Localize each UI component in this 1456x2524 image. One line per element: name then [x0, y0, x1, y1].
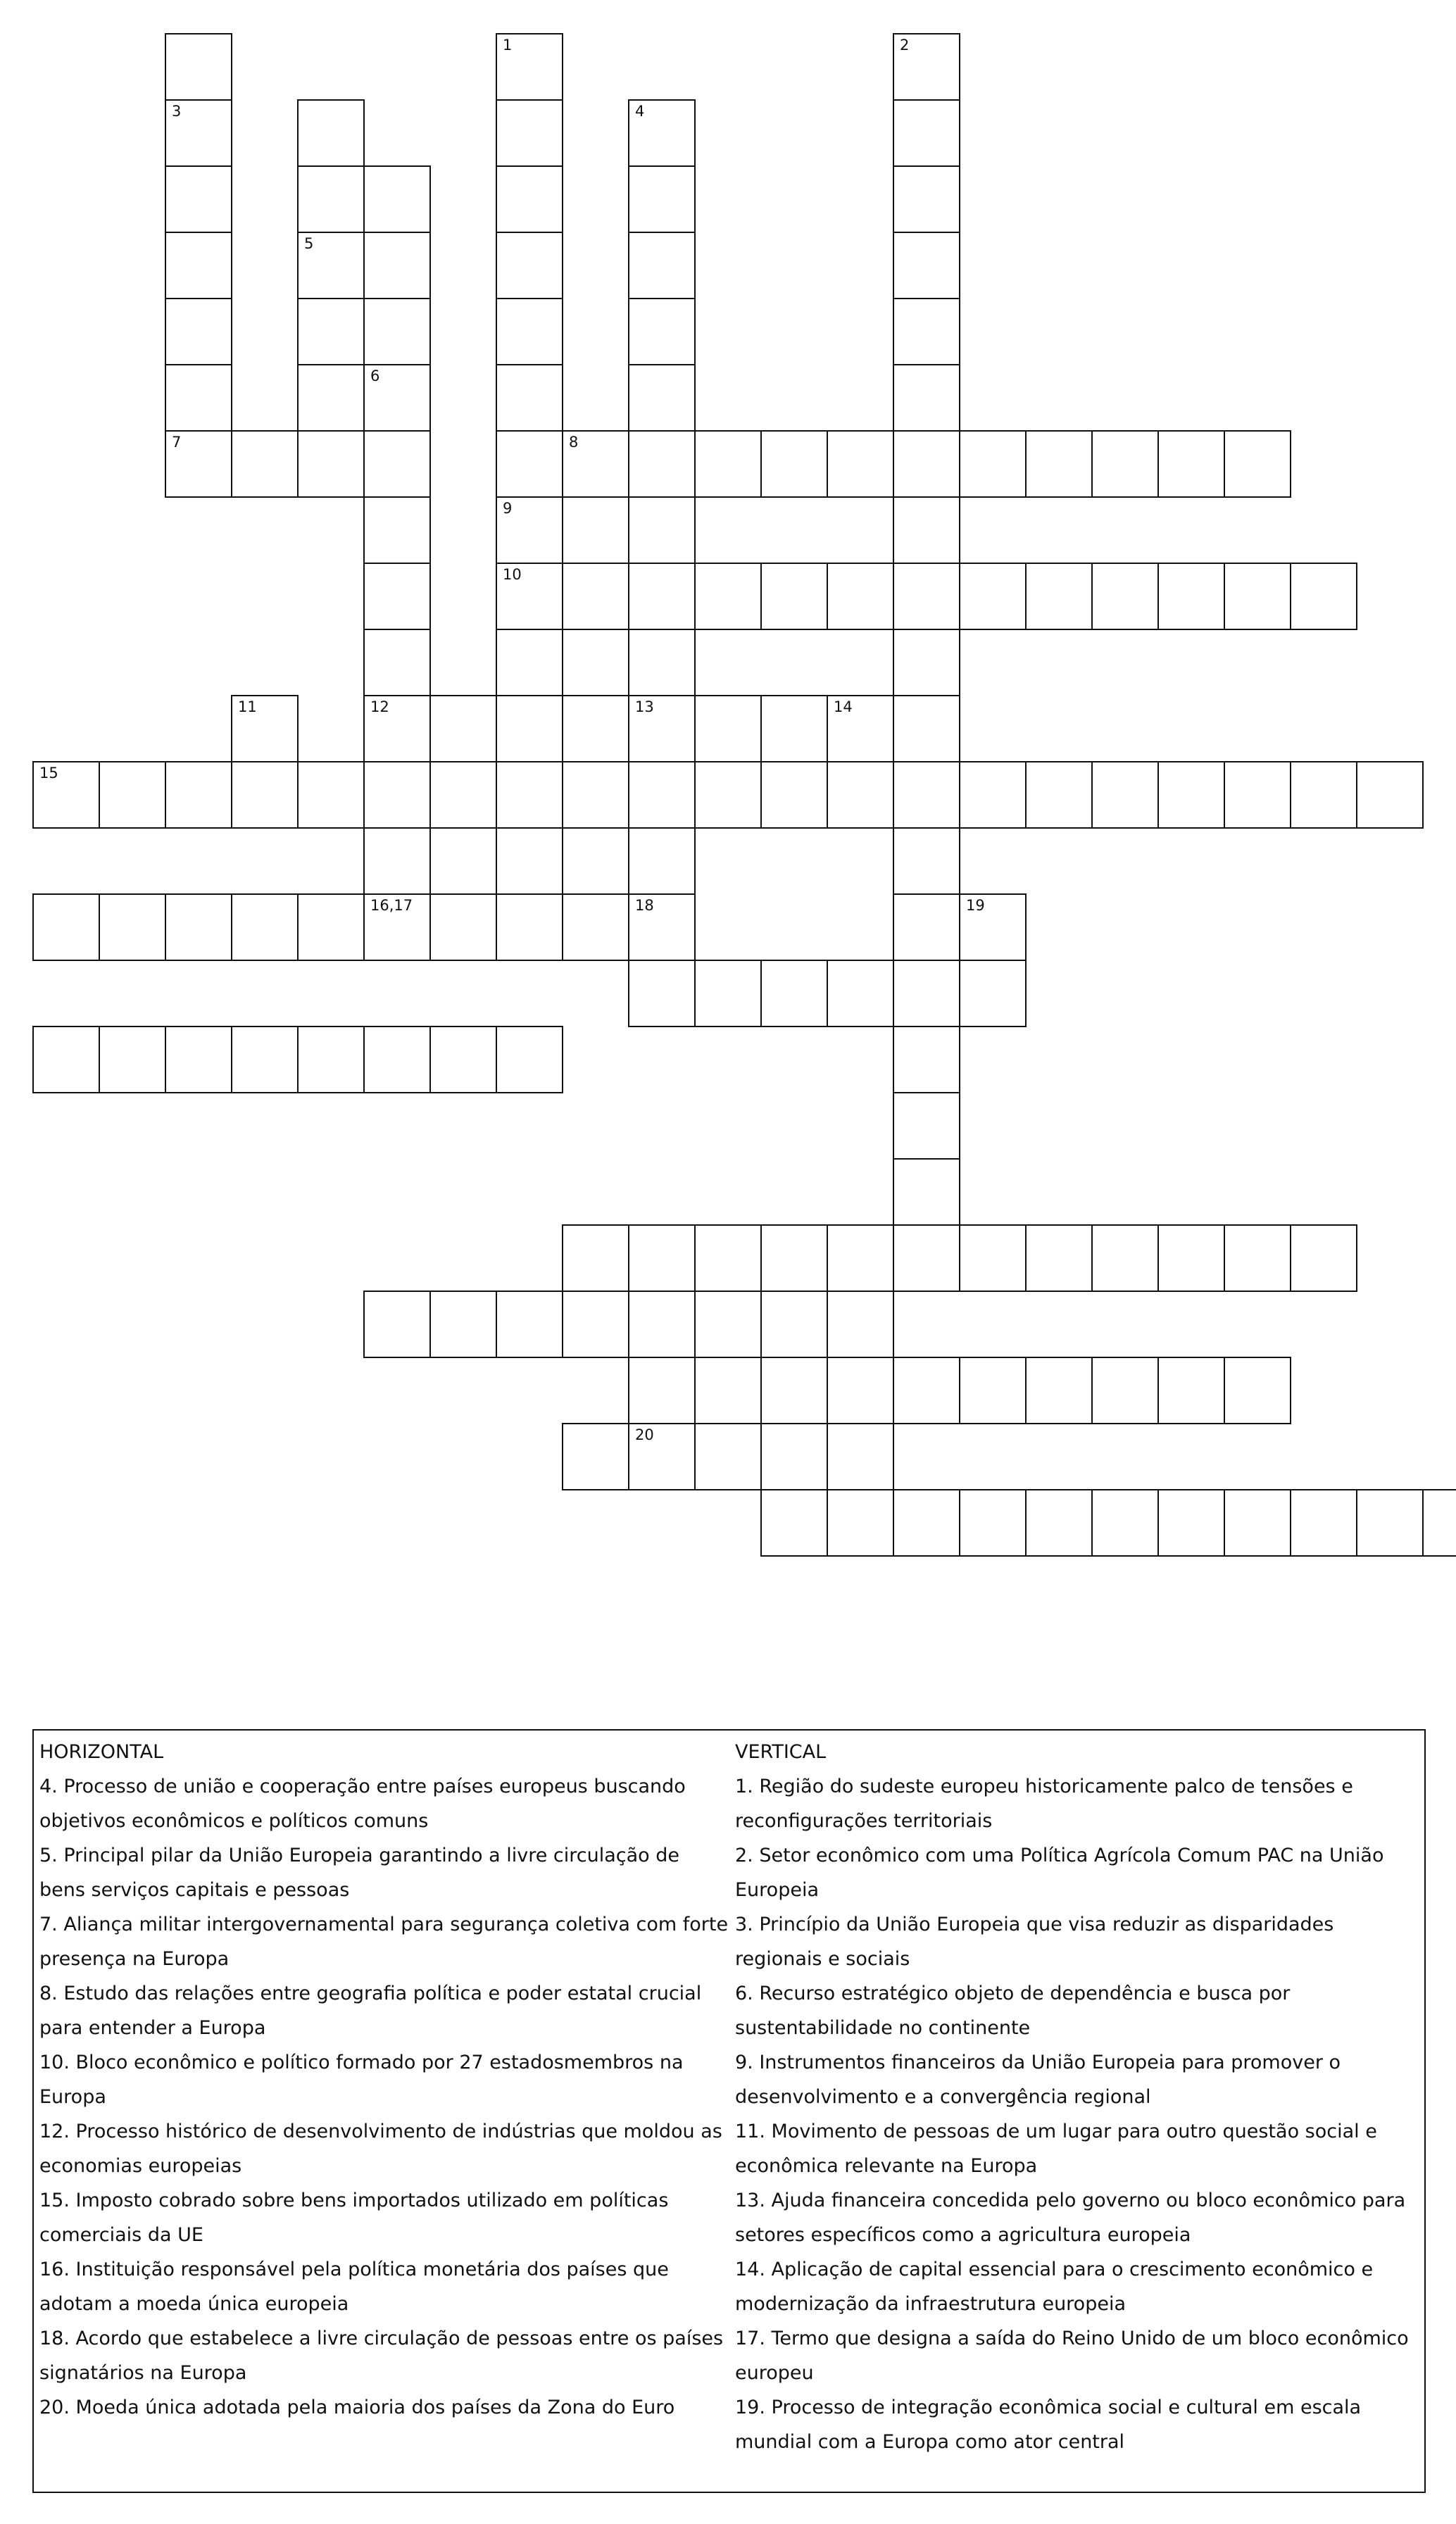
clue-h20: 20. Moeda única adotada pela maioria dos países da Zona do Euro	[39, 2397, 675, 2418]
grid-cell[interactable]	[429, 893, 497, 961]
grid-cell[interactable]	[1356, 761, 1424, 829]
grid-cell[interactable]	[1157, 430, 1225, 498]
grid-cell[interactable]	[827, 1224, 894, 1292]
vertical-heading: VERTICAL	[735, 1741, 827, 1763]
grid-cell[interactable]	[562, 430, 629, 498]
grid-cell[interactable]	[694, 960, 762, 1027]
grid-cell[interactable]	[760, 1357, 828, 1424]
grid-cell[interactable]	[628, 1423, 696, 1490]
grid-cell[interactable]	[760, 1423, 828, 1490]
clues-box	[32, 1729, 1426, 2493]
clue-number: 20	[635, 1426, 654, 1443]
grid-cell[interactable]	[1025, 1489, 1093, 1557]
grid-cell[interactable]	[893, 430, 960, 498]
grid-cell[interactable]	[1091, 761, 1159, 829]
grid-cell[interactable]	[959, 1224, 1027, 1292]
grid-cell[interactable]	[827, 1291, 894, 1358]
grid-cell[interactable]	[959, 1489, 1027, 1557]
grid-cell[interactable]	[297, 165, 365, 233]
grid-cell[interactable]	[363, 1026, 431, 1093]
grid-cell[interactable]	[893, 893, 960, 961]
grid-cell[interactable]	[893, 1026, 960, 1093]
grid-cell[interactable]	[1025, 1357, 1093, 1424]
grid-cell[interactable]	[628, 893, 696, 961]
grid-cell[interactable]	[496, 364, 563, 432]
clue-number: 7	[172, 434, 182, 451]
clue-number: 15	[39, 765, 58, 781]
grid-cell[interactable]	[363, 298, 431, 365]
grid-cell[interactable]	[694, 1423, 762, 1490]
clue-v6: 6. Recurso estratégico objeto de dependência e busca por sustentabilidade no continente	[735, 1983, 1291, 2039]
grid-cell[interactable]	[959, 563, 1027, 630]
grid-cell[interactable]	[760, 563, 828, 630]
grid-cell[interactable]	[959, 893, 1027, 961]
horizontal-clues	[39, 1735, 729, 2425]
grid-cell[interactable]	[893, 298, 960, 365]
grid-cell[interactable]	[1091, 1224, 1159, 1292]
grid-cell[interactable]	[694, 761, 762, 829]
clue-h7: 7. Aliança militar intergovernamental para segurança coletiva com forte presença na Europa	[39, 1914, 729, 1970]
grid-cell[interactable]	[165, 761, 232, 829]
grid-cell[interactable]	[562, 1224, 629, 1292]
vertical-clues	[735, 1735, 1422, 2459]
grid-cell[interactable]	[628, 1291, 696, 1358]
grid-cell[interactable]	[628, 298, 696, 365]
grid-cell[interactable]	[893, 1092, 960, 1160]
grid-cell[interactable]	[1224, 761, 1291, 829]
grid-cell[interactable]	[297, 430, 365, 498]
grid-cell[interactable]	[893, 232, 960, 299]
grid-cell[interactable]	[628, 761, 696, 829]
clue-v9: 9. Instrumentos financeiros da União Europeia para promover o desenvolvimento e a convergência regional	[735, 2052, 1341, 2108]
grid-cell[interactable]	[694, 563, 762, 630]
clue-number: 13	[635, 698, 654, 715]
grid-cell[interactable]	[628, 563, 696, 630]
grid-cell[interactable]	[827, 1423, 894, 1490]
grid-cell[interactable]	[1025, 430, 1093, 498]
grid-cell[interactable]	[827, 960, 894, 1027]
clue-v17: 17. Termo que designa a saída do Reino Unido de um bloco econômico europeu	[735, 2328, 1409, 2384]
grid-cell[interactable]	[827, 430, 894, 498]
grid-cell[interactable]	[99, 1026, 166, 1093]
grid-cell[interactable]	[1356, 1489, 1424, 1557]
grid-cell[interactable]	[959, 430, 1027, 498]
grid-cell[interactable]	[496, 430, 563, 498]
grid-cell[interactable]	[496, 761, 563, 829]
clue-h5: 5. Principal pilar da União Europeia garantindo a livre circulação de bens serviços capitais e pessoas	[39, 1845, 680, 1901]
grid-cell[interactable]	[893, 1357, 960, 1424]
clue-v11: 11. Movimento de pessoas de um lugar para outro questão social e econômica relevante na Europa	[735, 2121, 1377, 2177]
grid-cell[interactable]	[893, 695, 960, 762]
grid-cell[interactable]	[363, 364, 431, 432]
grid-cell[interactable]	[562, 893, 629, 961]
grid-cell[interactable]	[628, 496, 696, 564]
grid-cell[interactable]	[893, 99, 960, 167]
grid-cell[interactable]	[496, 298, 563, 365]
grid-cell[interactable]	[760, 1489, 828, 1557]
grid-cell[interactable]	[429, 761, 497, 829]
grid-cell[interactable]	[363, 563, 431, 630]
grid-cell[interactable]	[628, 1224, 696, 1292]
grid-cell[interactable]	[893, 761, 960, 829]
grid-cell[interactable]	[562, 1423, 629, 1490]
grid-cell[interactable]	[1290, 563, 1357, 630]
grid-cell[interactable]	[363, 695, 431, 762]
grid-cell[interactable]	[893, 496, 960, 564]
grid-cell[interactable]	[760, 1291, 828, 1358]
clue-h8: 8. Estudo das relações entre geografia política e poder estatal crucial para entender a Europa	[39, 1983, 702, 2039]
grid-cell[interactable]	[1157, 1357, 1225, 1424]
grid-cell[interactable]	[1091, 430, 1159, 498]
clue-number: 2	[900, 37, 910, 54]
grid-cell[interactable]	[628, 960, 696, 1027]
clue-h15: 15. Imposto cobrado sobre bens importados utilizado em políticas comerciais da UE	[39, 2190, 669, 2246]
grid-cell[interactable]	[1224, 430, 1291, 498]
grid-cell[interactable]	[165, 364, 232, 432]
clue-h16: 16. Instituição responsável pela política monetária dos países que adotam a moeda única europeia	[39, 2259, 669, 2315]
grid-cell[interactable]	[496, 629, 563, 696]
clue-h18: 18. Acordo que estabelece a livre circulação de pessoas entre os países signatários na Europa	[39, 2328, 724, 2384]
grid-cell[interactable]	[1224, 1357, 1291, 1424]
grid-cell[interactable]	[959, 960, 1027, 1027]
grid-cell[interactable]	[165, 298, 232, 365]
grid-cell[interactable]	[165, 430, 232, 498]
grid-cell[interactable]	[165, 893, 232, 961]
grid-cell[interactable]	[893, 629, 960, 696]
grid-cell[interactable]	[694, 430, 762, 498]
clue-v13: 13. Ajuda financeira concedida pelo governo ou bloco econômico para setores específicos como a agricultura europeia	[735, 2190, 1406, 2246]
grid-cell[interactable]	[562, 1291, 629, 1358]
grid-cell[interactable]	[363, 496, 431, 564]
clue-h10: 10. Bloco econômico e político formado por 27 estadosmembros na Europa	[39, 2052, 684, 2108]
grid-cell[interactable]	[628, 364, 696, 432]
grid-cell[interactable]	[231, 695, 299, 762]
grid-cell[interactable]	[893, 1158, 960, 1226]
grid-cell[interactable]	[959, 1357, 1027, 1424]
grid-cell[interactable]	[32, 893, 100, 961]
clue-number: 14	[834, 698, 853, 715]
grid-cell[interactable]	[827, 1489, 894, 1557]
grid-cell[interactable]	[628, 430, 696, 498]
grid-cell[interactable]	[628, 1357, 696, 1424]
clue-number: 5	[304, 235, 314, 252]
grid-cell[interactable]	[297, 232, 365, 299]
grid-cell[interactable]	[628, 695, 696, 762]
grid-cell[interactable]	[496, 99, 563, 167]
grid-cell[interactable]	[1091, 1357, 1159, 1424]
grid-cell[interactable]	[297, 364, 365, 432]
grid-cell[interactable]	[429, 1026, 497, 1093]
grid-cell[interactable]	[363, 165, 431, 233]
clue-number: 19	[966, 897, 985, 914]
clue-v2: 2. Setor econômico com uma Política Agrícola Comum PAC na União Europeia	[735, 1845, 1384, 1901]
grid-cell[interactable]	[760, 761, 828, 829]
grid-cell[interactable]	[1091, 1489, 1159, 1557]
clue-h4: 4. Processo de união e cooperação entre países europeus buscando objetivos econômicos e políticos comuns	[39, 1776, 686, 1832]
grid-cell[interactable]	[893, 364, 960, 432]
grid-cell[interactable]	[893, 563, 960, 630]
grid-cell[interactable]	[562, 695, 629, 762]
grid-cell[interactable]	[363, 1291, 431, 1358]
grid-cell[interactable]	[1025, 563, 1093, 630]
grid-cell[interactable]	[760, 695, 828, 762]
horizontal-heading: HORIZONTAL	[39, 1741, 164, 1763]
grid-cell[interactable]	[99, 761, 166, 829]
grid-cell[interactable]	[32, 1026, 100, 1093]
grid-cell[interactable]	[694, 1291, 762, 1358]
grid-cell[interactable]	[694, 1224, 762, 1292]
grid-cell[interactable]	[760, 960, 828, 1027]
grid-cell[interactable]	[231, 1026, 299, 1093]
grid-cell[interactable]	[628, 629, 696, 696]
grid-cell[interactable]	[1157, 1489, 1225, 1557]
clue-v14: 14. Aplicação de capital essencial para o crescimento econômico e modernização da infraestrutura europeia	[735, 2259, 1374, 2315]
clue-number: 6	[370, 368, 380, 384]
grid-cell[interactable]	[297, 761, 365, 829]
grid-cell[interactable]	[694, 1357, 762, 1424]
grid-cell[interactable]	[1157, 1224, 1225, 1292]
grid-cell[interactable]	[165, 165, 232, 233]
clue-number: 4	[635, 103, 645, 120]
grid-cell[interactable]	[1290, 1224, 1357, 1292]
grid-cell[interactable]	[363, 893, 431, 961]
grid-cell[interactable]	[496, 165, 563, 233]
clue-h12: 12. Processo histórico de desenvolvimento de indústrias que moldou as economias europeias	[39, 2121, 722, 2177]
clue-number: 3	[172, 103, 182, 120]
grid-cell[interactable]	[165, 33, 232, 101]
grid-cell[interactable]	[165, 1026, 232, 1093]
grid-cell[interactable]	[1224, 563, 1291, 630]
grid-cell[interactable]	[893, 1224, 960, 1292]
grid-cell[interactable]	[1157, 761, 1225, 829]
grid-cell[interactable]	[429, 695, 497, 762]
grid-cell[interactable]	[165, 232, 232, 299]
grid-cell[interactable]	[496, 893, 563, 961]
grid-cell[interactable]	[496, 232, 563, 299]
clue-number: 18	[635, 897, 654, 914]
grid-cell[interactable]	[562, 563, 629, 630]
grid-cell[interactable]	[496, 1291, 563, 1358]
grid-cell[interactable]	[496, 1026, 563, 1093]
grid-cell[interactable]	[1422, 1489, 1456, 1557]
grid-cell[interactable]	[99, 893, 166, 961]
grid-cell[interactable]	[893, 165, 960, 233]
grid-cell[interactable]	[1290, 1489, 1357, 1557]
clue-number: 1	[503, 37, 513, 54]
clue-number: 8	[569, 434, 579, 451]
grid-cell[interactable]	[1157, 563, 1225, 630]
grid-cell[interactable]	[760, 430, 828, 498]
grid-cell[interactable]	[231, 761, 299, 829]
grid-cell[interactable]	[297, 893, 365, 961]
grid-cell[interactable]	[496, 695, 563, 762]
grid-cell[interactable]	[959, 761, 1027, 829]
grid-cell[interactable]	[1224, 1224, 1291, 1292]
grid-cell[interactable]	[562, 761, 629, 829]
clue-number: 12	[370, 698, 389, 715]
grid-cell[interactable]	[1025, 761, 1093, 829]
grid-cell[interactable]	[893, 1489, 960, 1557]
grid-cell[interactable]	[496, 563, 563, 630]
grid-cell[interactable]	[297, 99, 365, 167]
grid-cell[interactable]	[231, 430, 299, 498]
grid-cell[interactable]	[628, 827, 696, 895]
grid-cell[interactable]	[760, 1224, 828, 1292]
grid-cell[interactable]	[893, 33, 960, 101]
grid-cell[interactable]	[496, 827, 563, 895]
grid-cell[interactable]	[628, 232, 696, 299]
grid-cell[interactable]	[628, 99, 696, 167]
grid-cell[interactable]	[893, 827, 960, 895]
grid-cell[interactable]	[1290, 761, 1357, 829]
grid-cell[interactable]	[827, 761, 894, 829]
grid-cell[interactable]	[297, 1026, 365, 1093]
clue-number: 11	[238, 698, 257, 715]
grid-cell[interactable]	[827, 563, 894, 630]
grid-cell[interactable]	[363, 430, 431, 498]
grid-cell[interactable]	[893, 960, 960, 1027]
clue-number: 9	[503, 500, 513, 517]
grid-cell[interactable]	[429, 1291, 497, 1358]
grid-cell[interactable]	[231, 893, 299, 961]
grid-cell[interactable]	[827, 1357, 894, 1424]
grid-cell[interactable]	[827, 695, 894, 762]
grid-cell[interactable]	[32, 761, 100, 829]
grid-cell[interactable]	[363, 761, 431, 829]
grid-cell[interactable]	[1025, 1224, 1093, 1292]
clue-number: 16,17	[370, 897, 413, 914]
grid-cell[interactable]	[628, 165, 696, 233]
grid-cell[interactable]	[165, 99, 232, 167]
grid-cell[interactable]	[297, 298, 365, 365]
clue-v19: 19. Processo de integração econômica social e cultural em escala mundial com a Europa como ator central	[735, 2397, 1362, 2453]
grid-cell[interactable]	[363, 827, 431, 895]
grid-cell[interactable]	[496, 33, 563, 101]
grid-cell[interactable]	[1091, 563, 1159, 630]
grid-cell[interactable]	[363, 629, 431, 696]
grid-cell[interactable]	[694, 695, 762, 762]
clue-v1: 1. Região do sudeste europeu historicamente palco de tensões e reconfigurações territoriais	[735, 1776, 1353, 1832]
grid-cell[interactable]	[496, 496, 563, 564]
grid-cell[interactable]	[363, 232, 431, 299]
grid-cell[interactable]	[1224, 1489, 1291, 1557]
clue-number: 10	[503, 566, 522, 583]
clue-v3: 3. Princípio da União Europeia que visa reduzir as disparidades regionais e sociais	[735, 1914, 1334, 1970]
